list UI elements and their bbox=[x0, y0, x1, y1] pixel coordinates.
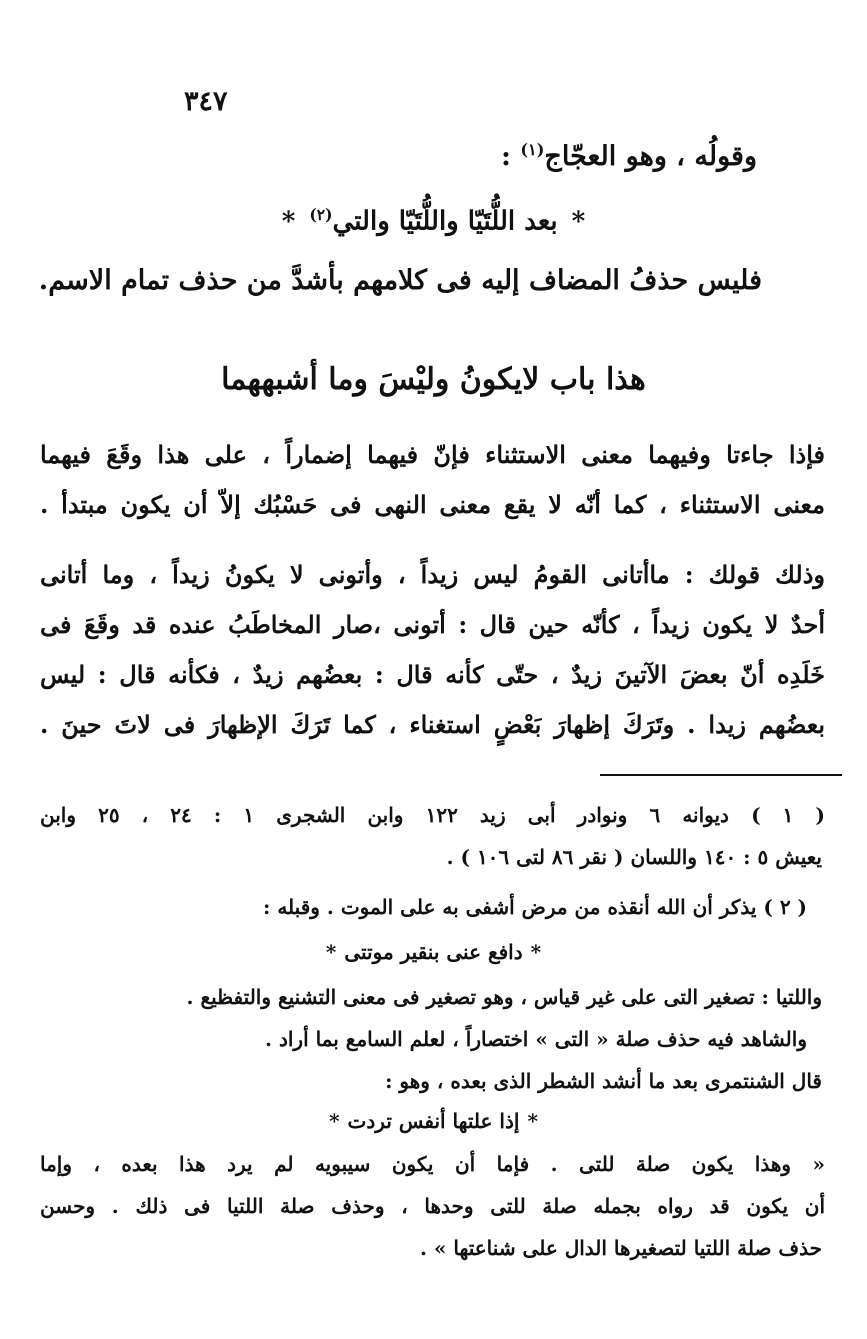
paragraph2-line: خَلَدِه أنّ بعضَ الآتينَ زيدٌ ، حتّى كأنه قال : بعضُهم زيدٌ ، فكأنه قال : ليس bbox=[40, 660, 825, 689]
footnote-2-line: قال الشنتمرى بعد ما أنشد الشطر الذى بعده ، وهو : bbox=[385, 1069, 822, 1093]
footnote-ref-2: (٢) bbox=[309, 205, 333, 224]
footnote-2-quote-line: « وهذا يكون صلة للتى . فإما أن يكون سيبويه لم يرد هذا بعده ، وإما bbox=[40, 1152, 825, 1176]
footnote-2-first: ( ٢ ) يذكر أن الله أنقذه من مرض أشفى به على الموت . وقبله : bbox=[262, 895, 807, 919]
chapter-heading: هذا باب لايكونُ وليْسَ وما أشبههما bbox=[221, 362, 646, 397]
footnote-2-verse2 bbox=[0, 1109, 867, 1133]
fn-verse2-star-open: * bbox=[527, 1109, 538, 1133]
footnote-2-line: والشاهد فيه حذف صلة « التى » اختصاراً ، لعلم السامع بما أراد . bbox=[265, 1027, 807, 1051]
intro-line bbox=[501, 140, 757, 172]
paragraph1-line: فإذا جاءتا وفيهما معنى الاستثناء فإنّ فيهما إضماراً ، على هذا وقَعَ فيهما bbox=[40, 440, 825, 469]
verse-text: بعد اللُّتَيّا واللُّتَيّا والتي bbox=[332, 206, 558, 237]
footnote-2-line: واللتيا : تصغير التى على غير قياس ، وهو تصغير فى معنى التشنيع والتفظيع . bbox=[186, 985, 822, 1009]
fn-verse2-star-close: * bbox=[329, 1109, 340, 1133]
paragraph2-line: وذلك قولك : ماأتانى القومُ ليس زيداً ، وأتونى لا يكونُ زيداً ، وما أتانى bbox=[40, 560, 825, 589]
intro-text: وقولُه ، وهو العجّاج bbox=[544, 141, 757, 172]
intro-tail: : bbox=[501, 141, 521, 172]
text-after-verse: فليس حذفُ المضاف إليه فى كلامهم بأشدَّ من حذف تمام الاسم. bbox=[38, 265, 762, 296]
fn-verse-star-close: * bbox=[325, 940, 337, 964]
footnote-1-line: يعيش ٥ : ١٤٠ واللسان ( نقر ٨٦ لتى ١٠٦ ) . bbox=[446, 845, 822, 869]
footnote-1-line: ( ١ ) ديوانه ٦ ونوادر أبى زيد ١٢٢ وابن الشجرى ١ : ٢٤ ، ٢٥ وابن bbox=[40, 803, 825, 827]
footnote-2-quote-line: حذف صلة اللتيا لتصغيرها الدال على شناعتها » . bbox=[420, 1236, 822, 1260]
footnote-2-quote-line: أن يكون قد رواه بجمله صلة للتى وحدها ، وحذف صلة اللتيا فى ذلك . وحسن bbox=[40, 1194, 825, 1218]
verse-star-open: * bbox=[571, 206, 586, 237]
fn-verse2-text: إذا علتها أنفس تردت bbox=[347, 1109, 520, 1133]
page-number: ٣٤٧ bbox=[184, 86, 228, 117]
paragraph2-line: أحدٌ لا يكون زيداً ، كأنّه حين قال : أتونى ،صار المخاطَبُ عنده قد وقَعَ فى bbox=[40, 610, 825, 639]
verse-line bbox=[0, 205, 867, 237]
paragraph2-line: بعضُهم زيدا . وتَرَكَ إظهارَ بَعْضٍ استغناء ، كما تَرَكَ الإظهارَ فى لاتَ حينَ . bbox=[40, 710, 825, 739]
footnote-2-verse bbox=[0, 940, 867, 964]
footnote-ref-1: (١) bbox=[520, 140, 545, 159]
fn-verse-star-open: * bbox=[530, 940, 542, 964]
fn-verse-text: دافع عنى بنقير موتتى bbox=[344, 940, 523, 964]
paragraph1-line: معنى الاستثناء ، كما أنّه لا يقع معنى النهى فى حَسْبُك إلاّ أن يكون مبتدأ . bbox=[40, 490, 825, 519]
footnote-separator bbox=[600, 774, 842, 776]
verse-star-close: * bbox=[281, 206, 296, 237]
